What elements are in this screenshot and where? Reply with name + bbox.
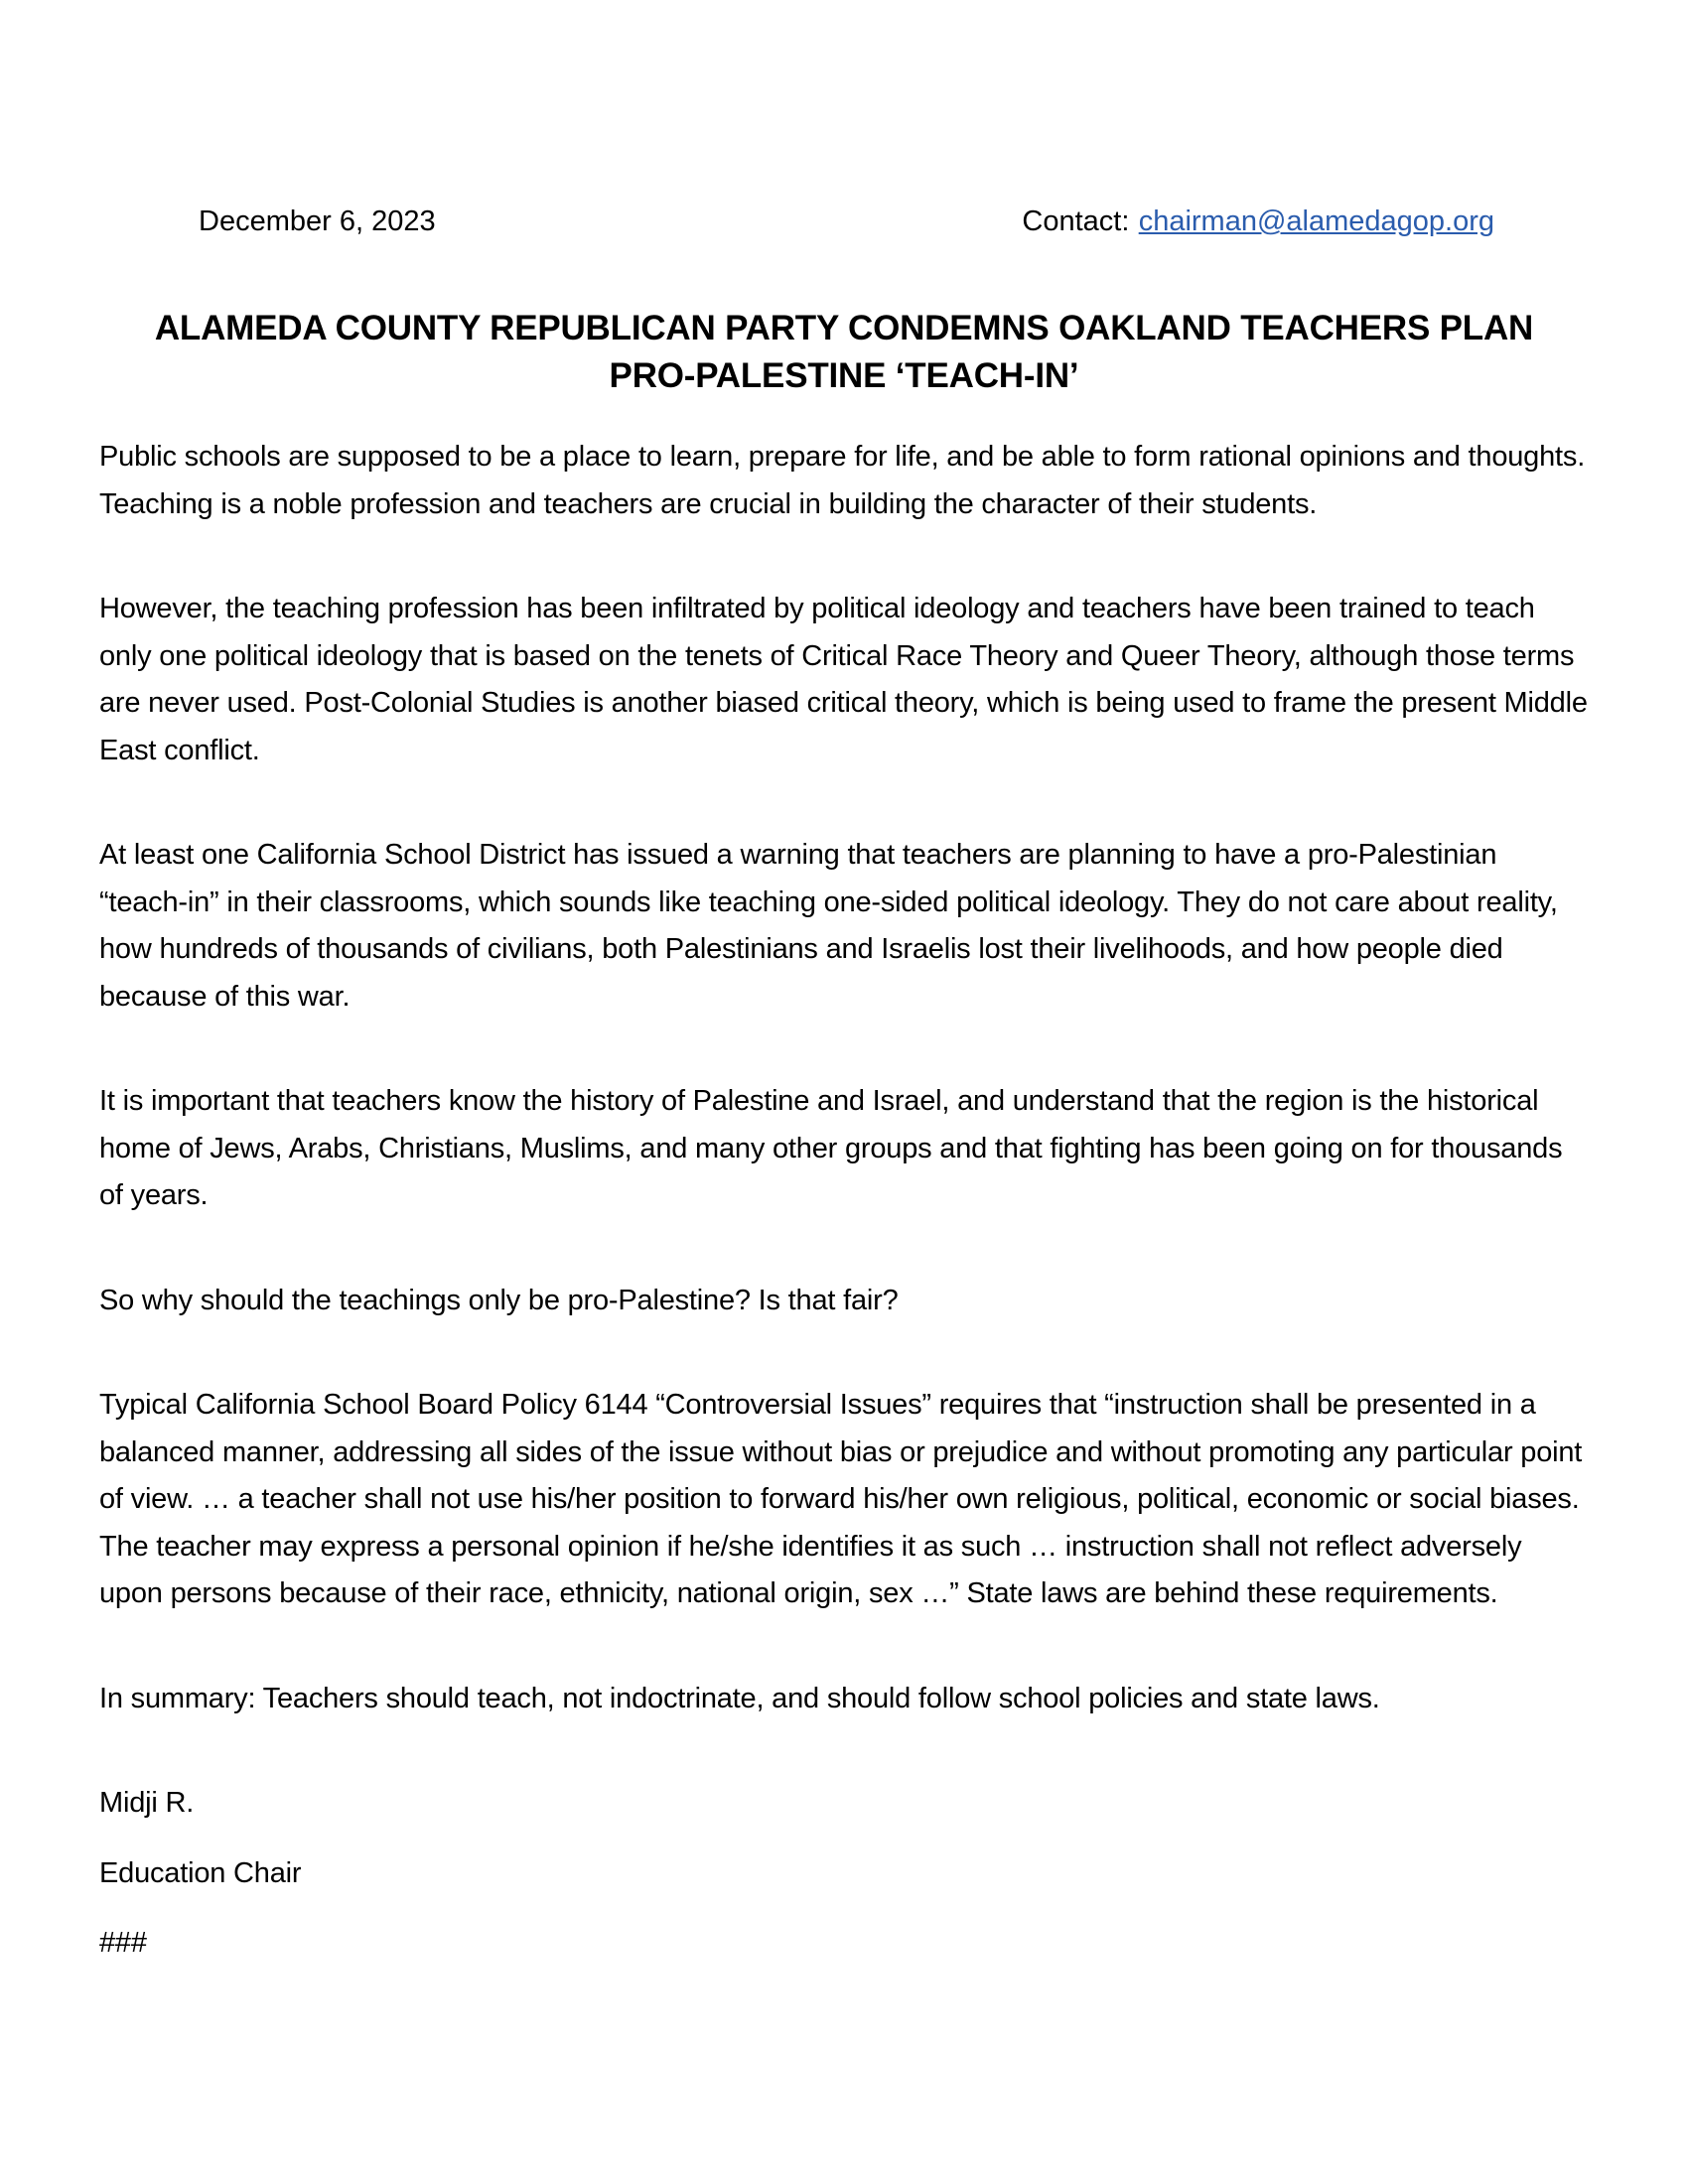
body-paragraph: So why should the teachings only be pro-Palestine? Is that fair? <box>99 1284 899 1316</box>
body-paragraph: Typical California School Board Policy 6144 “Controversial Issues” requires that “instruction shall be presented in a balanced manner, addressing all sides of the issue without bias or prejudice and without promoting any particular point of view. … a teacher shall not use his/her position to forward his/her own religious, political, economic or social biases. The teacher may express a personal opinion if he/she identifies it as such … instruction shall not reflect adversely upon persons because of their race, ethnicity, national origin, sex …” State laws are behind these requirements. <box>99 1389 1583 1609</box>
email-link[interactable]: chairman@alamedagop.org <box>1138 205 1494 237</box>
contact-block <box>1022 199 1494 245</box>
header-row <box>99 199 1589 245</box>
signature-name: Midji R. <box>99 1787 195 1819</box>
date-text: December 6, 2023 <box>199 205 436 237</box>
body-paragraph: It is important that teachers know the history of Palestine and Israel, and understand that the region is the historical home of Jews, Arabs, Christians, Muslims, and many other groups and that fighting has been going on for thousands of years. <box>99 1085 1563 1211</box>
body-paragraph: However, the teaching profession has been infiltrated by political ideology and teachers have been trained to teach only one political ideology that is based on the tenets of Critical Race Theory and Queer Theory, although those terms are never used. Post-Colonial Studies is another biased critical theory, which is being used to frame the present Middle East conflict. <box>99 593 1588 766</box>
press-release-title <box>99 305 1589 400</box>
title-line-2: PRO-PALESTINE ‘TEACH-IN’ <box>609 356 1079 395</box>
contact-label: Contact: <box>1022 205 1130 237</box>
body-paragraph: At least one California School District has issued a warning that teachers are planning to have a pro-Palestinian “teach-in” in their classrooms, which sounds like teaching one-sided political ideology. They do not care about reality, how hundreds of thousands of civilians, both Palestinians and Israelis lost their livelihoods, and how people died because of this war. <box>99 839 1558 1013</box>
body-text <box>99 434 1589 1722</box>
signature-role: Education Chair <box>99 1856 302 1889</box>
end-mark: ### <box>99 1927 147 1959</box>
signature-block <box>99 1780 1589 1968</box>
title-line-1: ALAMEDA COUNTY REPUBLICAN PARTY CONDEMNS OAKLAND TEACHERS PLAN <box>154 309 1534 347</box>
body-paragraph: In summary: Teachers should teach, not indoctrinate, and should follow school policies and state laws. <box>99 1682 1380 1714</box>
body-paragraph: Public schools are supposed to be a place to learn, prepare for life, and be able to form rational opinions and thoughts. Teaching is a noble profession and teachers are crucial in building the character of their students. <box>99 441 1586 520</box>
